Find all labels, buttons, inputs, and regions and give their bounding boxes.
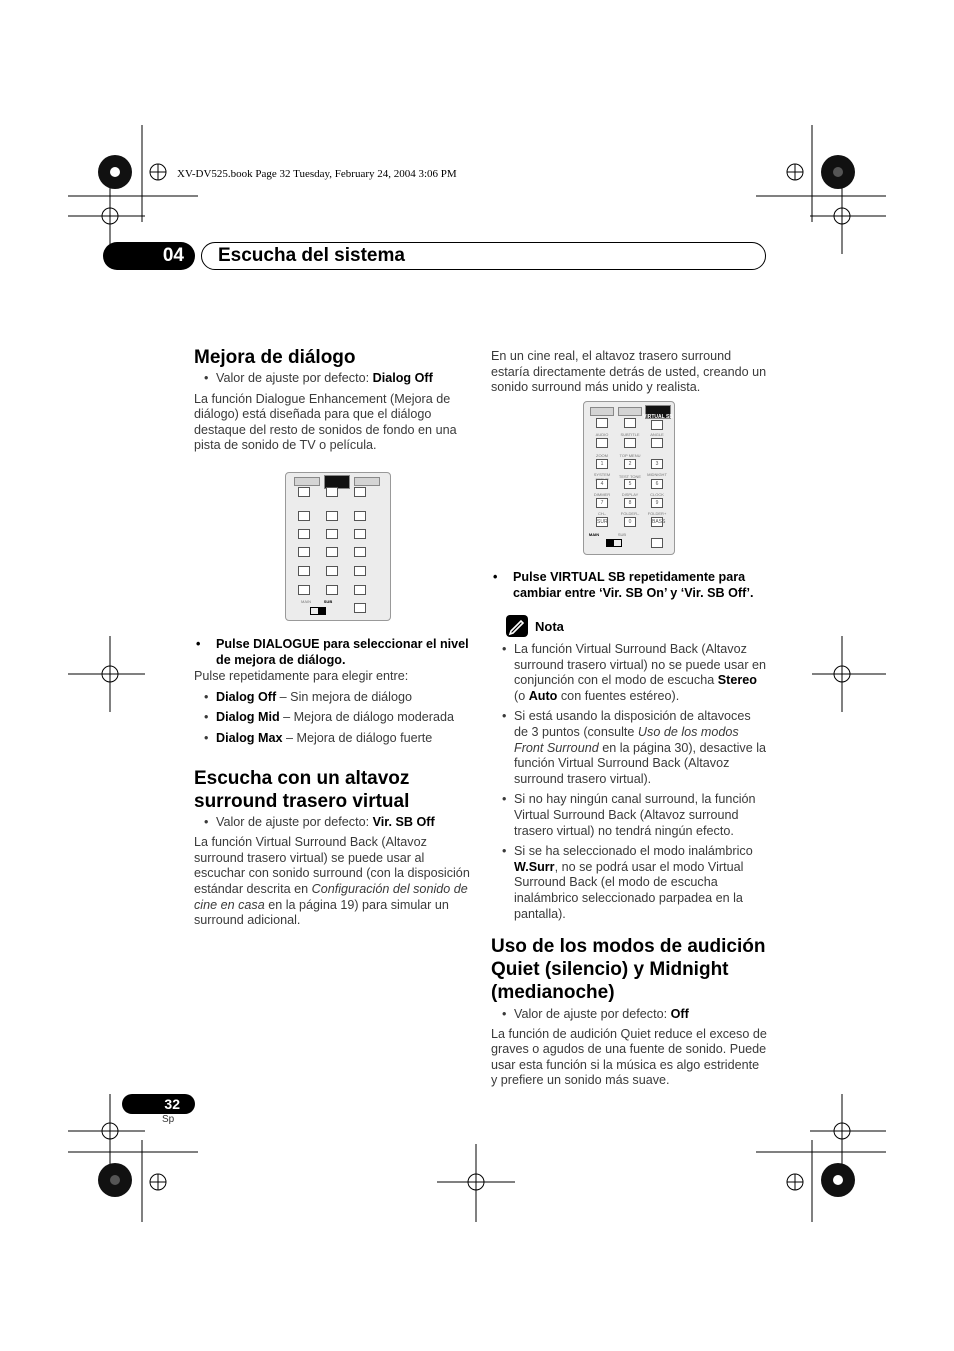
remote-illustration-virtual: VIRTUAL SB AUDIO SUBTITLE ANGLE ZOOM TOP MENU 1 2 3 SYSTEM TEST TONE MIDNIGHT 4 5 6 DIMMER DISPLAY CLOCK 7 8 9 CH– FOLDER– FOLDER+ SUR 0 BASS MAIN SUB: [583, 401, 675, 555]
note-item: • Si se ha seleccionado el modo inalámbrico W.Surr, no se podrá usar el modo Virtual Surround Back (el modo de escucha inalámbrico seleccionado parpadea en la pantalla).: [502, 844, 753, 921]
notes-list: [491, 642, 767, 922]
main-sub-switch: [310, 607, 326, 615]
right-column-3: [491, 935, 767, 1089]
quiet-body: La función de audición Quiet reduce el exceso de graves o agudos de una fuente de sonido. Puede usar esta función si la música es algo estridente y prefiere un sonido más suave.: [491, 1026, 767, 1088]
section-title-virtual: Escucha con un altavoz surround trasero virtual: [194, 767, 410, 812]
dialogue-instruction-sub: Pulse repetidamente para elegir entre:: [194, 669, 409, 684]
page-number: 32: [122, 1094, 195, 1114]
virtual-instruction: • Pulse VIRTUAL SB repetidamente para cambiar entre ‘Vir. SB On’ y ‘Vir. SB Off’.: [493, 570, 754, 600]
note-item: • Si está usando la disposición de altavoces de 3 puntos (consulte Uso de los modos Front Surround en la página 30), desactive la función Virtual Surround Back (Altavoz surround trasero virtual).: [502, 709, 767, 786]
print-header: XV-DV525.book Page 32 Tuesday, February 24, 2004 3:06 PM: [177, 168, 457, 180]
chapter-title: Escucha del sistema: [218, 245, 405, 266]
note-title: Nota: [535, 619, 564, 634]
note-item: • La función Virtual Surround Back (Altavoz surround trasero virtual) no se puede usar en conjunción con el modo de escucha Stereo (o Auto con fuentes estéreo).: [502, 642, 767, 703]
main-sub-switch: [606, 539, 622, 547]
right-column: [491, 570, 767, 601]
default-quiet: • Valor de ajuste por defecto: Off: [502, 1007, 689, 1021]
left-column-2: [194, 637, 474, 929]
dialogue-options: [194, 690, 474, 747]
virtual-body: La función Virtual Surround Back (Altavoz surround trasero virtual) se puede usar al escuchar con sonido surround (con la disposición estándar descrita en Configuración del sonido de cine en casa en la página 19) para simular un surround adicional.: [194, 835, 470, 928]
chapter-number: 04: [103, 242, 195, 270]
default-dialogue: • Valor de ajuste por defecto: Dialog Off: [204, 371, 433, 385]
remote-top-button: [354, 477, 380, 486]
remote-top-button: [294, 477, 320, 486]
option-dialog-max: • Dialog Max – Mejora de diálogo fuerte: [204, 730, 433, 745]
right-intro: En un cine real, el altavoz trasero surround estaría directamente detrás de usted, creando un sonido surround más unido y realista.: [491, 349, 767, 395]
note-item: • Si no hay ningún canal surround, la función Virtual Surround Back (Altavoz surround trasero virtual) no tendrá ningún efecto.: [502, 792, 756, 838]
note-icon: [506, 615, 528, 637]
option-dialog-mid: • Dialog Mid – Mejora de diálogo moderada: [204, 710, 454, 725]
remote-illustration-dialogue: MAIN SUB: [285, 472, 391, 621]
dialogue-instruction: • Pulse DIALOGUE para seleccionar el nivel de mejora de diálogo.: [196, 637, 469, 667]
dialogue-body: La función Dialogue Enhancement (Mejora de diálogo) está diseñada para que el diálogo destaque del resto de sonidos de fondo en una pista de sonido de TV o película.: [194, 391, 457, 453]
page-language: Sp: [162, 1114, 175, 1125]
section-title-dialogue: Mejora de diálogo: [194, 347, 356, 368]
section-title-quiet: Uso de los modos de audición Quiet (silencio) y Midnight (medianoche): [491, 936, 766, 1003]
default-virtual: • Valor de ajuste por defecto: Vir. SB Off: [204, 814, 435, 829]
option-dialog-off: • Dialog Off – Sin mejora de diálogo: [204, 689, 412, 704]
left-column: [194, 346, 472, 454]
